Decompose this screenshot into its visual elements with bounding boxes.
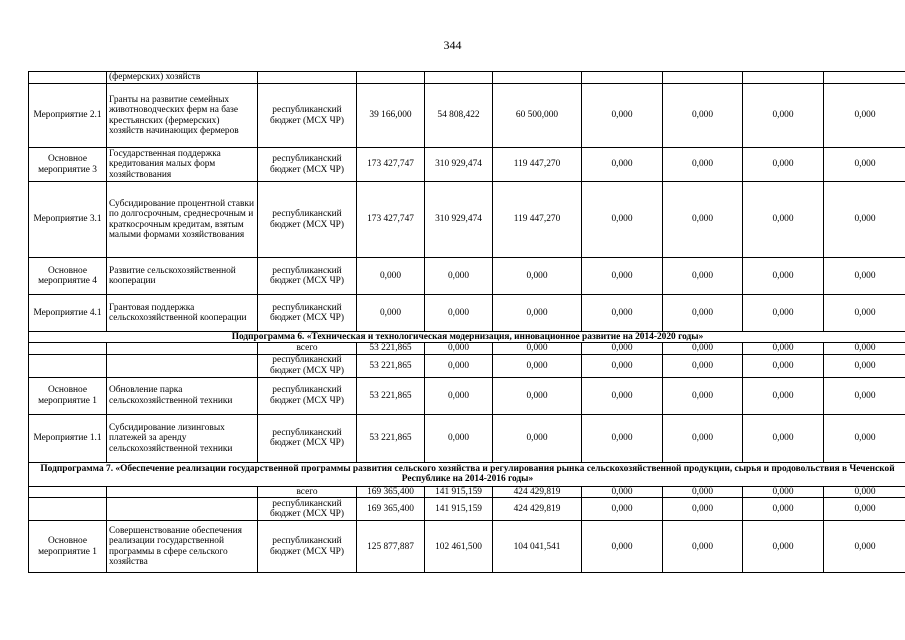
amount-cell: 0,000 (582, 84, 663, 148)
amount-cell: 0,000 (582, 486, 663, 497)
amount-cell: 0,000 (743, 84, 824, 148)
amount-cell: 0,000 (663, 521, 743, 573)
amount-cell: 0,000 (582, 182, 663, 258)
amount-cell: 0,000 (493, 295, 582, 332)
amount-cell: 310 929,474 (425, 148, 493, 182)
activity-code-cell: Мероприятие 3.1 (29, 182, 107, 258)
amount-cell: 53 221,865 (357, 377, 425, 414)
funding-source-cell (258, 72, 357, 84)
amount-cell: 60 500,000 (493, 84, 582, 148)
budget-table (28, 71, 905, 573)
funding-source-cell: республиканский бюджет (МСХ ЧР) (258, 148, 357, 182)
amount-cell: 0,000 (425, 414, 493, 462)
amount-cell (743, 72, 824, 84)
amount-cell: 0,000 (824, 295, 905, 332)
amount-cell: 0,000 (663, 486, 743, 497)
page-number: 344 (443, 38, 462, 52)
table-row (29, 354, 905, 377)
amount-cell: 0,000 (582, 354, 663, 377)
amount-cell: 0,000 (743, 521, 824, 573)
amount-cell: 0,000 (425, 258, 493, 295)
amount-cell: 0,000 (743, 148, 824, 182)
amount-cell: 0,000 (824, 414, 905, 462)
amount-cell: 0,000 (582, 148, 663, 182)
table-row (29, 182, 905, 258)
funding-source-cell: республиканский бюджет (МСХ ЧР) (258, 521, 357, 573)
activity-name-cell: Субсидирование процентной ставки по долгосрочным, среднесрочным и краткосрочным кредитам, взятым малыми формами хозяйствования (107, 182, 258, 258)
table-row (29, 148, 905, 182)
amount-cell: 0,000 (582, 258, 663, 295)
amount-cell: 424 429,819 (493, 498, 582, 521)
amount-cell: 0,000 (663, 498, 743, 521)
activity-code-cell: Мероприятие 2.1 (29, 84, 107, 148)
amount-cell: 0,000 (425, 377, 493, 414)
amount-cell: 0,000 (824, 148, 905, 182)
amount-cell: 0,000 (824, 84, 905, 148)
funding-source-cell: республиканский бюджет (МСХ ЧР) (258, 498, 357, 521)
amount-cell: 0,000 (824, 354, 905, 377)
activity-code-cell: Основное мероприятие 3 (29, 148, 107, 182)
amount-cell: 0,000 (582, 295, 663, 332)
activity-code-cell (29, 354, 107, 377)
activity-name-cell: Грантовая поддержка сельскохозяйственной кооперации (107, 295, 258, 332)
amount-cell: 0,000 (824, 486, 905, 497)
amount-cell: 0,000 (663, 354, 743, 377)
table-row (29, 258, 905, 295)
amount-cell: 0,000 (824, 182, 905, 258)
amount-cell: 102 461,500 (425, 521, 493, 573)
amount-cell: 310 929,474 (425, 182, 493, 258)
funding-source-cell: республиканский бюджет (МСХ ЧР) (258, 295, 357, 332)
activity-name-cell (107, 343, 258, 354)
activity-name-cell: Субсидирование лизинговых платежей за аренду сельскохозяйственной техники (107, 414, 258, 462)
amount-cell: 0,000 (743, 182, 824, 258)
amount-cell: 0,000 (824, 258, 905, 295)
amount-cell: 141 915,159 (425, 498, 493, 521)
amount-cell (425, 72, 493, 84)
activity-code-cell: Основное мероприятие 1 (29, 521, 107, 573)
funding-source-cell: всего (258, 343, 357, 354)
amount-cell: 119 447,270 (493, 182, 582, 258)
activity-name-cell: Совершенствование обеспечения реализации государственной программы в сфере сельского хозяйства (107, 521, 258, 573)
amount-cell: 53 221,865 (357, 414, 425, 462)
activity-name-cell (107, 486, 258, 497)
activity-code-cell: Мероприятие 1.1 (29, 414, 107, 462)
budget-table-body (29, 72, 905, 573)
activity-code-cell (29, 72, 107, 84)
activity-name-cell: (фермерских) хозяйств (107, 72, 258, 84)
amount-cell (493, 72, 582, 84)
amount-cell: 0,000 (663, 377, 743, 414)
amount-cell: 0,000 (663, 258, 743, 295)
amount-cell (663, 72, 743, 84)
funding-source-cell: республиканский бюджет (МСХ ЧР) (258, 258, 357, 295)
amount-cell (582, 72, 663, 84)
amount-cell: 0,000 (743, 486, 824, 497)
table-row (29, 521, 905, 573)
table-row (29, 343, 905, 354)
amount-cell: 53 221,865 (357, 354, 425, 377)
amount-cell: 0,000 (743, 258, 824, 295)
amount-cell: 0,000 (425, 354, 493, 377)
amount-cell (824, 72, 905, 84)
amount-cell: 0,000 (743, 354, 824, 377)
table-row (29, 84, 905, 148)
amount-cell: 0,000 (824, 377, 905, 414)
amount-cell: 0,000 (582, 343, 663, 354)
section-header-row (29, 462, 905, 486)
amount-cell: 0,000 (743, 414, 824, 462)
activity-name-cell: Развитие сельскохозяйственной кооперации (107, 258, 258, 295)
table-row (29, 486, 905, 497)
funding-source-cell: республиканский бюджет (МСХ ЧР) (258, 84, 357, 148)
amount-cell: 0,000 (357, 295, 425, 332)
amount-cell: 0,000 (582, 521, 663, 573)
amount-cell: 0,000 (663, 148, 743, 182)
activity-name-cell (107, 354, 258, 377)
amount-cell: 0,000 (663, 295, 743, 332)
amount-cell: 0,000 (357, 258, 425, 295)
amount-cell: 0,000 (824, 498, 905, 521)
amount-cell: 0,000 (824, 521, 905, 573)
amount-cell: 173 427,747 (357, 182, 425, 258)
activity-code-cell: Основное мероприятие 4 (29, 258, 107, 295)
amount-cell: 424 429,819 (493, 486, 582, 497)
funding-source-cell: республиканский бюджет (МСХ ЧР) (258, 377, 357, 414)
amount-cell: 0,000 (582, 377, 663, 414)
amount-cell: 0,000 (425, 343, 493, 354)
amount-cell: 53 221,865 (357, 343, 425, 354)
activity-name-cell: Государственная поддержка кредитования малых форм хозяйствования (107, 148, 258, 182)
amount-cell: 169 365,400 (357, 498, 425, 521)
table-row (29, 498, 905, 521)
activity-code-cell: Основное мероприятие 1 (29, 377, 107, 414)
activity-name-cell: Гранты на развитие семейных животноводческих ферм на базе крестьянских (фермерских) хозяйств начинающих фермеров (107, 84, 258, 148)
amount-cell: 0,000 (663, 84, 743, 148)
activity-code-cell (29, 343, 107, 354)
subprogram-title: Подпрограмма 6. «Техническая и технологическая модернизация, инновационное развитие на 2014-2020 годы» (29, 332, 905, 343)
activity-code-cell: Мероприятие 4.1 (29, 295, 107, 332)
amount-cell: 0,000 (493, 377, 582, 414)
amount-cell: 0,000 (493, 343, 582, 354)
amount-cell: 0,000 (425, 295, 493, 332)
amount-cell: 119 447,270 (493, 148, 582, 182)
amount-cell: 0,000 (743, 295, 824, 332)
amount-cell: 0,000 (582, 414, 663, 462)
amount-cell (357, 72, 425, 84)
table-row (29, 72, 905, 84)
amount-cell: 0,000 (493, 414, 582, 462)
activity-name-cell (107, 498, 258, 521)
amount-cell: 0,000 (663, 414, 743, 462)
funding-source-cell: республиканский бюджет (МСХ ЧР) (258, 354, 357, 377)
table-row (29, 414, 905, 462)
funding-source-cell: всего (258, 486, 357, 497)
amount-cell: 125 877,887 (357, 521, 425, 573)
activity-name-cell: Обновление парка сельскохозяйственной техники (107, 377, 258, 414)
activity-code-cell (29, 486, 107, 497)
amount-cell: 0,000 (493, 354, 582, 377)
amount-cell: 169 365,400 (357, 486, 425, 497)
amount-cell: 54 808,422 (425, 84, 493, 148)
amount-cell: 0,000 (582, 498, 663, 521)
amount-cell: 0,000 (743, 377, 824, 414)
amount-cell: 141 915,159 (425, 486, 493, 497)
amount-cell: 0,000 (663, 182, 743, 258)
amount-cell: 0,000 (743, 498, 824, 521)
amount-cell: 0,000 (824, 343, 905, 354)
activity-code-cell (29, 498, 107, 521)
amount-cell: 173 427,747 (357, 148, 425, 182)
amount-cell: 0,000 (743, 343, 824, 354)
funding-source-cell: республиканский бюджет (МСХ ЧР) (258, 414, 357, 462)
amount-cell: 0,000 (493, 258, 582, 295)
table-row (29, 377, 905, 414)
amount-cell: 0,000 (663, 343, 743, 354)
subprogram-title: Подпрограмма 7. «Обеспечение реализации государственной программы развития сельского хозяйства и регулирования рынка сельскохозяйственной продукции, сырья и продовольствия в Чеченской Республике на 2014-2016 годы» (29, 462, 905, 486)
funding-source-cell: республиканский бюджет (МСХ ЧР) (258, 182, 357, 258)
amount-cell: 104 041,541 (493, 521, 582, 573)
table-row (29, 295, 905, 332)
section-header-row (29, 332, 905, 343)
amount-cell: 39 166,000 (357, 84, 425, 148)
